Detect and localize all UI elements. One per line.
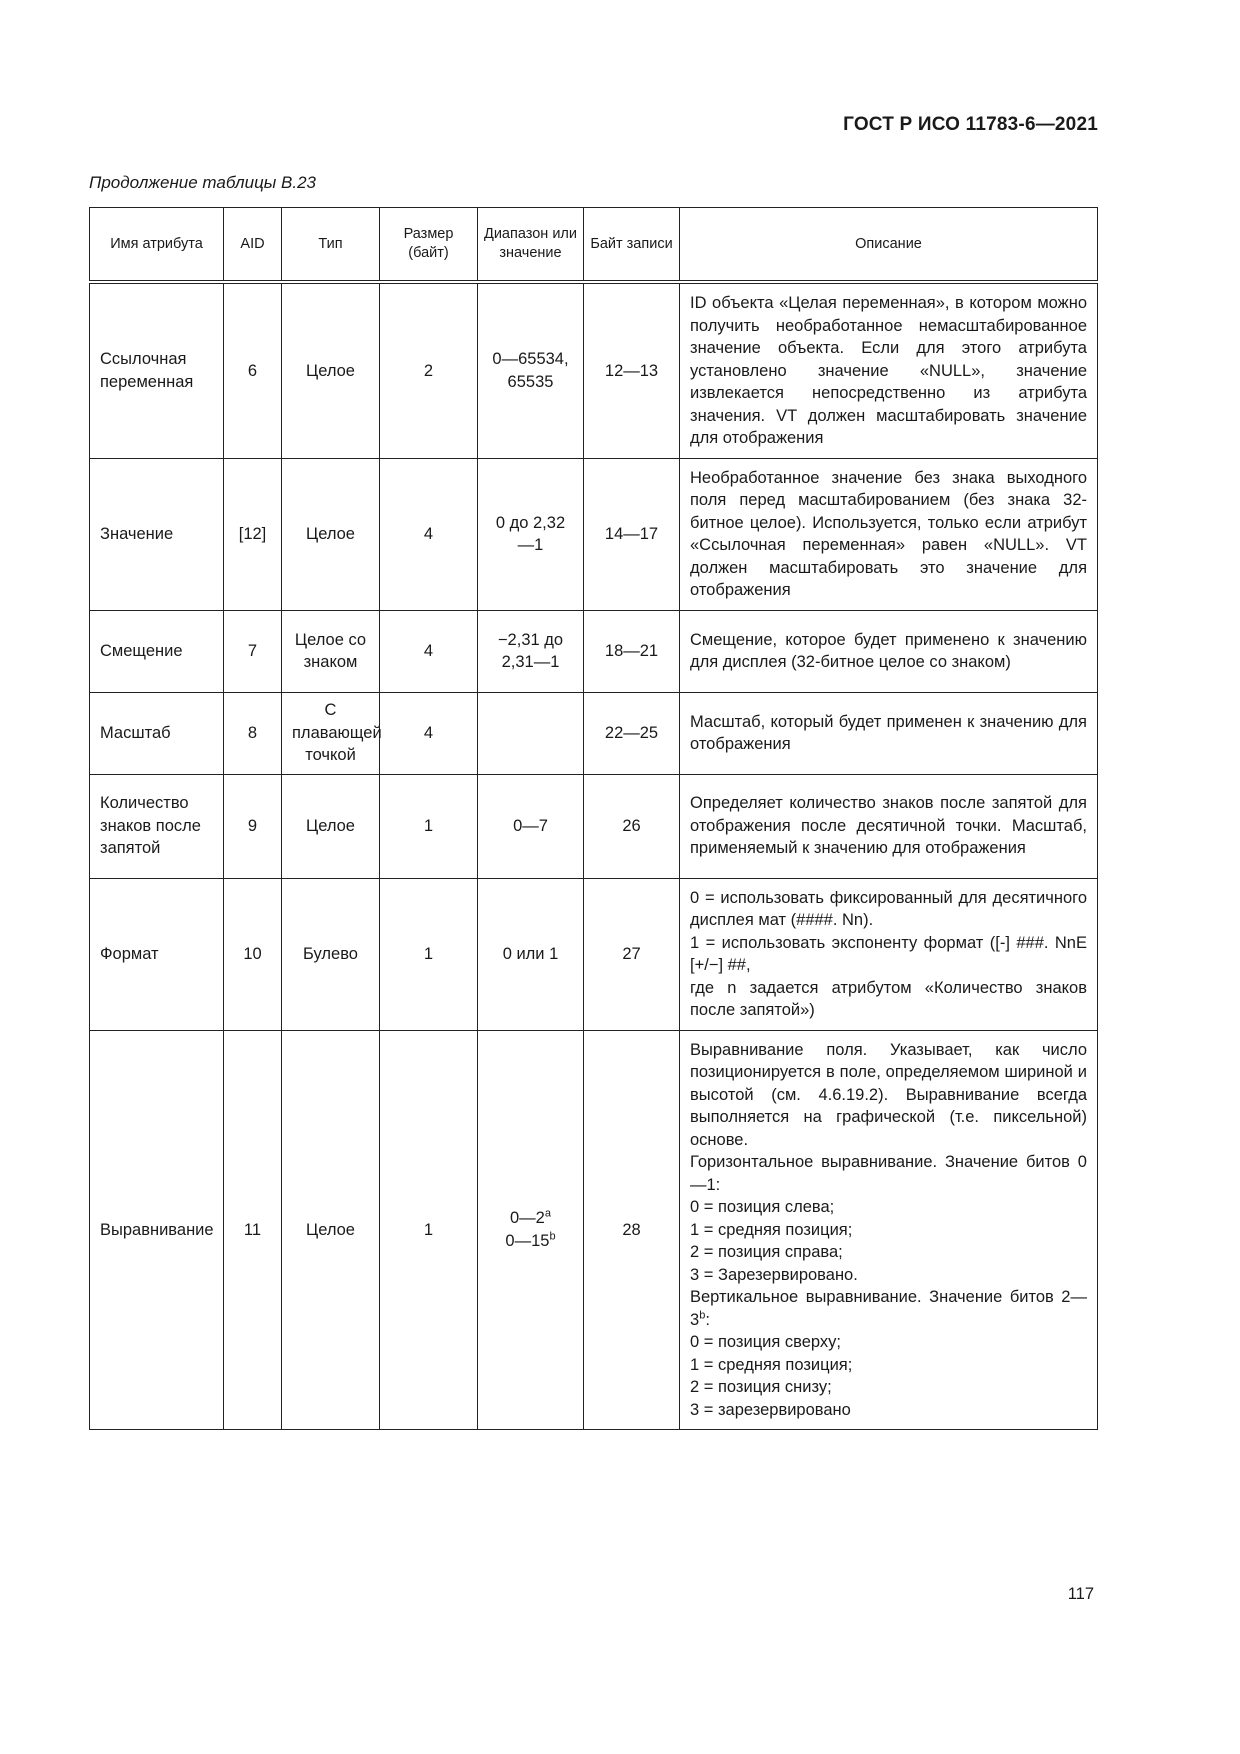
cell-aid: 9 [224, 774, 282, 878]
table-row [90, 774, 1098, 878]
cell-range: 0—7 [478, 774, 584, 878]
page-number: 117 [1067, 1585, 1094, 1603]
cell-size: 1 [380, 1030, 478, 1430]
table-row [90, 458, 1098, 610]
header-range: Диапазон или значение [478, 208, 584, 283]
cell-type: Булево [282, 878, 380, 1030]
cell-description [680, 610, 1098, 692]
cell-range: 0 или 1 [478, 878, 584, 1030]
cell-record-byte: 26 [584, 774, 680, 878]
cell-record-byte: 18—21 [584, 610, 680, 692]
cell-range [478, 1030, 584, 1430]
cell-type: Целое [282, 458, 380, 610]
description-text: Необработанное значение без знака выходного поля перед масштабированием (без знака 32-битное целое). Используется, только если атрибут «Ссылочная переменная» равен «NULL». VT должен масштабировать это значение для отображения [690, 468, 1087, 599]
description-line: 3 = Зарезервировано. [690, 1265, 858, 1284]
cell-aid: 6 [224, 282, 282, 458]
header-description: Описание [680, 208, 1098, 283]
cell-attribute-name: Масштаб [90, 692, 224, 774]
cell-description [680, 774, 1098, 878]
description-line: 1 = средняя позиция; [690, 1355, 853, 1374]
description-line: 0 = использовать фиксированный для десятичного дисплея мат (####. Nn). [690, 888, 1087, 929]
cell-attribute-name: Выравнивание [90, 1030, 224, 1430]
cell-size: 1 [380, 878, 478, 1030]
description-line: 0 = позиция слева; [690, 1198, 835, 1216]
header-attribute-name: Имя атрибута [90, 208, 224, 283]
cell-size: 4 [380, 458, 478, 610]
range-line [488, 1207, 573, 1230]
cell-type: Целое [282, 1030, 380, 1430]
cell-description [680, 692, 1098, 774]
cell-range: −2,31 до 2,31—1 [478, 610, 584, 692]
header-aid: AID [224, 208, 282, 283]
cell-record-byte: 28 [584, 1030, 680, 1430]
cell-record-byte: 27 [584, 878, 680, 1030]
footnote-mark: a [544, 1207, 551, 1220]
cell-aid: [12] [224, 458, 282, 610]
cell-attribute-name: Значение [90, 458, 224, 610]
cell-record-byte: 22—25 [584, 692, 680, 774]
cell-record-byte: 12—13 [584, 282, 680, 458]
vertical-alignment-text: Вертикальное выравнивание. Значение битов 2—3 [690, 1288, 1087, 1329]
cell-range [478, 692, 584, 774]
description-line: где n задается атрибутом «Количество знаков после запятой») [690, 978, 1087, 1019]
attribute-table [89, 207, 1098, 1430]
table-row [90, 878, 1098, 1030]
cell-attribute-name: Количество знаков после запятой [90, 774, 224, 878]
range-line [488, 1230, 573, 1253]
document-standard-title: ГОСТ Р ИСО 11783-6—2021 [843, 114, 1098, 135]
table-caption: Продолжение таблицы В.23 [89, 173, 317, 192]
description-line: 1 = использовать экспоненту формат ([-] ###. NnE [+/−] ##, [690, 933, 1087, 974]
cell-attribute-name: Ссылочная переменная [90, 282, 224, 458]
footnote-mark: b [549, 1230, 556, 1243]
cell-type: Целое [282, 774, 380, 878]
table-row [90, 282, 1098, 458]
cell-attribute-name: Смещение [90, 610, 224, 692]
description-line: 3 = зарезервировано [690, 1400, 851, 1419]
cell-description [680, 458, 1098, 610]
description-text: Масштаб, который будет применен к значению для отображения [690, 712, 1087, 753]
cell-size: 2 [380, 282, 478, 458]
description-line: 2 = позиция справа; [690, 1243, 843, 1261]
description-line: 1 = средняя позиция; [690, 1220, 853, 1239]
cell-aid: 11 [224, 1030, 282, 1430]
description-line [690, 1286, 1087, 1331]
cell-aid: 8 [224, 692, 282, 774]
header-size: Размер (байт) [380, 208, 478, 283]
cell-size: 4 [380, 692, 478, 774]
description-text: Определяет количество знаков после запятой для отображения после десятичной точки. Масштаб, применяемый к значению для отображения [690, 794, 1087, 858]
description-line: Горизонтальное выравнивание. Значение битов 0—1: [690, 1153, 1087, 1194]
cell-attribute-name: Формат [90, 878, 224, 1030]
cell-type: С плавающей точкой [282, 692, 380, 774]
description-line: 2 = позиция снизу; [690, 1378, 832, 1396]
description-line: Выравнивание поля. Указывает, как число позиционируется в поле, определяемом шириной и высотой (см. 4.6.19.2). Выравнивание всегда выполняется на графической (т.е. пиксельной) основе. [690, 1040, 1087, 1149]
cell-range: 0 до 2,32—1 [478, 458, 584, 610]
table-row [90, 610, 1098, 692]
description-text: ID объекта «Целая переменная», в котором можно получить необработанное немасштабированное значение объекта. Если для этого атрибута установлено значение «NULL», значение извлекается непосредственно из атрибута значения. VT должен масштабировать значение для отображения [690, 294, 1087, 447]
cell-size: 4 [380, 610, 478, 692]
cell-record-byte: 14—17 [584, 458, 680, 610]
cell-type: Целое [282, 282, 380, 458]
table-header-row [90, 208, 1098, 283]
vertical-alignment-suffix: : [705, 1310, 710, 1329]
header-record-byte: Байт записи [584, 208, 680, 283]
header-type: Тип [282, 208, 380, 283]
range-value: 0—2 [510, 1209, 545, 1228]
cell-description [680, 282, 1098, 458]
cell-description [680, 878, 1098, 1030]
cell-aid: 7 [224, 610, 282, 692]
table-row [90, 692, 1098, 774]
description-line: 0 = позиция сверху; [690, 1333, 841, 1351]
cell-range: 0—65534, 65535 [478, 282, 584, 458]
cell-description [680, 1030, 1098, 1430]
description-text: Смещение, которое будет применено к значению для дисплея (32-битное целое со знаком) [690, 630, 1087, 671]
cell-aid: 10 [224, 878, 282, 1030]
cell-type: Целое со знаком [282, 610, 380, 692]
cell-size: 1 [380, 774, 478, 878]
range-value: 0—15 [505, 1231, 550, 1250]
footnote-mark: b [699, 1309, 706, 1321]
table-row [90, 1030, 1098, 1430]
